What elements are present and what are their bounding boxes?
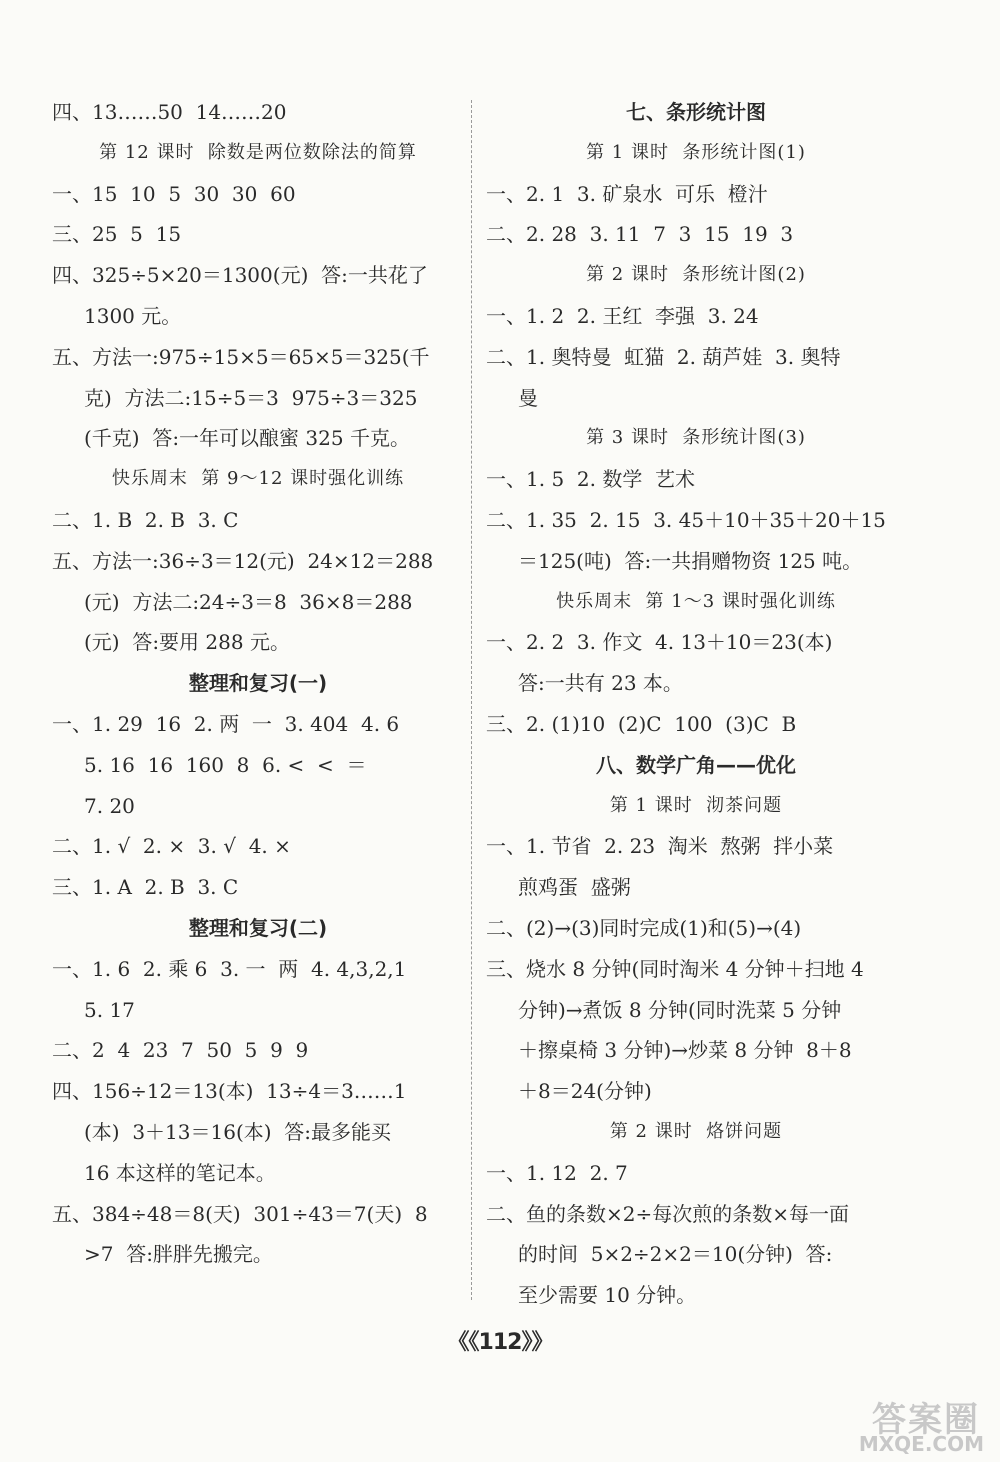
answer-line: 一、1. 29 16 2. 两 一 3. 404 4. 6 [52, 711, 400, 736]
column-divider [471, 100, 472, 1300]
right-column [486, 92, 906, 1316]
answer-line: 二、1. 奥特曼 虹猫 2. 葫芦娃 3. 奥特 [486, 344, 841, 369]
answer-line: 一、15 10 5 30 30 60 [52, 181, 296, 206]
lesson-heading: 第 12 课时 除数是两位数除法的简算 [99, 141, 417, 163]
answer-line: 二、1. 35 2. 15 3. 45＋10＋35＋20＋15 [486, 507, 886, 532]
answer-line: 的时间 5×2÷2×2＝10(分钟) 答: [518, 1242, 833, 1267]
answer-line: 一、1. 12 2. 7 [486, 1160, 628, 1185]
answer-line: 四、13……50 14……20 [52, 100, 287, 124]
answer-line: 五、方法一:975÷15×5＝65×5＝325(千 [52, 344, 430, 369]
answer-line: 三、2. (1)10 (2)C 100 (3)C B [486, 711, 797, 736]
answer-line: 曼 [518, 385, 538, 410]
section-heading: 整理和复习(一) [188, 671, 328, 696]
answer-line: 二、鱼的条数×2÷每次煎的条数×每一面 [486, 1201, 849, 1226]
answer-line: (元) 答:要用 288 元。 [84, 630, 290, 655]
answer-line: 一、1. 2 2. 王红 李强 3. 24 [486, 303, 759, 328]
answer-line: 二、2 4 23 7 50 5 9 9 [52, 1038, 309, 1063]
lesson-heading: 第 1 课时 沏茶问题 [609, 794, 783, 816]
lesson-heading: 第 3 课时 条形统计图(3) [586, 427, 806, 449]
answer-line: 16 本这样的笔记本。 [84, 1160, 276, 1185]
lesson-heading: 第 1 课时 条形统计图(1) [586, 141, 806, 163]
lesson-heading: 第 2 课时 条形统计图(2) [586, 264, 806, 286]
lesson-heading: 快乐周末 第 9～12 课时强化训练 [111, 468, 405, 490]
answer-line: 克) 方法二:15÷5＝3 975÷3＝325 [84, 385, 418, 410]
answer-line: 一、1. 5 2. 数学 艺术 [486, 467, 696, 492]
answer-line: 三、烧水 8 分钟(同时淘米 4 分钟＋扫地 4 [486, 956, 864, 981]
answer-line: 5. 16 16 160 8 6. < < ＝ [84, 752, 367, 777]
answer-line: 三、1. A 2. B 3. C [52, 875, 239, 900]
section-heading: 整理和复习(二) [188, 915, 328, 940]
left-column [52, 92, 464, 1275]
answer-line: 二、2. 28 3. 11 7 3 15 19 3 [486, 222, 794, 247]
answer-line: 一、1. 6 2. 乘 6 3. 一 两 4. 4,3,2,1 [52, 956, 407, 981]
answer-line: 5. 17 [84, 997, 135, 1022]
answer-line: 煎鸡蛋 盛粥 [518, 875, 631, 900]
answer-line: 一、2. 2 3. 作文 4. 13＋10＝23(本) [486, 630, 833, 655]
section-heading: 八、数学广角——优化 [596, 752, 796, 777]
answer-line: 至少需要 10 分钟。 [518, 1283, 697, 1308]
answer-line: 四、325÷5×20＝1300(元) 答:一共花了 [52, 263, 428, 288]
watermark-text-top: 答案圈 [872, 1400, 980, 1440]
answer-line: 一、1. 节省 2. 23 淘米 熬粥 拌小菜 [486, 834, 834, 859]
watermark-logo [770, 1392, 990, 1460]
answer-line: 分钟)→煮饭 8 分钟(同时洗菜 5 分钟 [518, 997, 842, 1022]
answer-line: 1300 元。 [84, 303, 182, 328]
answer-line: 二、1. √ 2. × 3. √ 4. × [52, 834, 291, 859]
answer-line: (千克) 答:一年可以酿蜜 325 千克。 [84, 426, 410, 451]
watermark-text-bottom: MXQE.COM [858, 1432, 984, 1456]
answer-line: 五、384÷48＝8(天) 301÷43＝7(天) 8 [52, 1201, 428, 1226]
answer-line: 五、方法一:36÷3＝12(元) 24×12＝288 [52, 548, 434, 573]
answer-line: (元) 方法二:24÷3＝8 36×8＝288 [84, 589, 413, 614]
answer-line: 一、2. 1 3. 矿泉水 可乐 橙汁 [486, 181, 768, 206]
answer-line: 四、156÷12＝13(本) 13÷4＝3……1 [52, 1079, 407, 1104]
answer-line: ＋擦桌椅 3 分钟)→炒菜 8 分钟 8＋8 [518, 1038, 852, 1063]
section-heading: 七、条形统计图 [626, 100, 766, 124]
answer-line: 二、1. B 2. B 3. C [52, 507, 239, 532]
answer-line: 7. 20 [84, 793, 135, 818]
answer-line: 答:一共有 23 本。 [518, 671, 683, 696]
answer-line: >7 答:胖胖先搬完。 [84, 1242, 273, 1267]
lesson-heading: 第 2 课时 烙饼问题 [609, 1120, 783, 1142]
page-number: 《《112》》 [447, 1330, 553, 1355]
answer-line: 三、25 5 15 [52, 222, 182, 247]
answer-line: ＋8＝24(分钟) [518, 1079, 652, 1104]
answer-line: 二、(2)→(3)同时完成(1)和(5)→(4) [486, 915, 802, 940]
lesson-heading: 快乐周末 第 1～3 课时强化训练 [556, 590, 836, 612]
answer-line: ＝125(吨) 答:一共捐赠物资 125 吨。 [518, 548, 863, 573]
answer-line: (本) 3＋13＝16(本) 答:最多能买 [84, 1119, 392, 1144]
